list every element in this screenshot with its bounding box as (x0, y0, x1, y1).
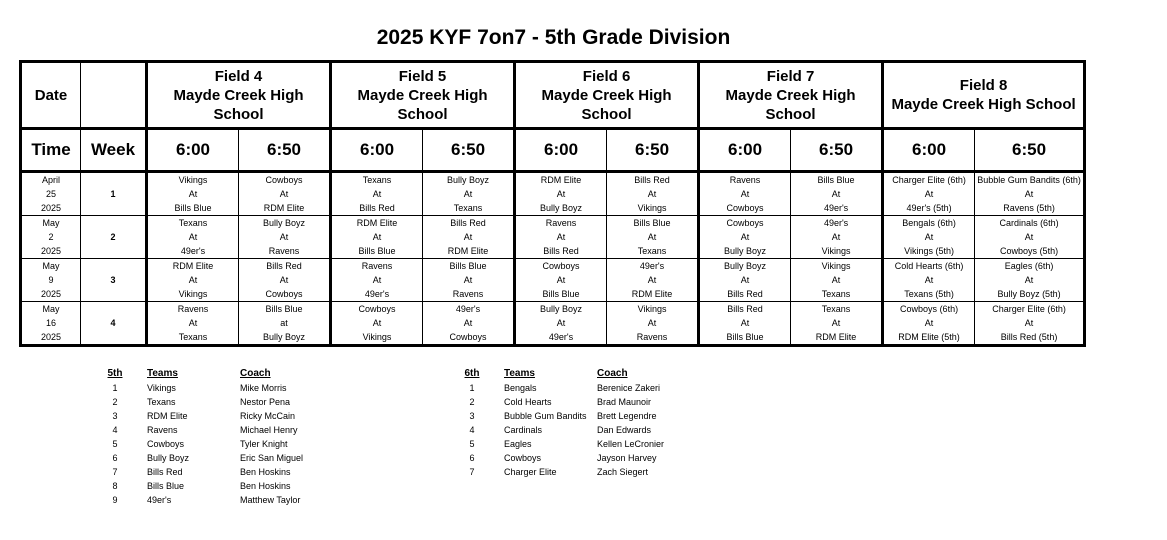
at-label: At (1024, 189, 1034, 199)
field-venue: Mayde Creek High (541, 86, 672, 104)
roster-column (597, 367, 717, 479)
away-team: Vikings (821, 261, 851, 271)
week-rows (21, 172, 1085, 346)
game-cell (147, 259, 239, 302)
empty-header-cell (81, 62, 147, 129)
roster-column (504, 367, 594, 479)
coach-name: Mike Morris (240, 383, 287, 393)
field-venue: School (581, 105, 632, 123)
team-number: 4 (469, 425, 475, 435)
game-cell (331, 172, 423, 216)
at-label: At (188, 318, 198, 328)
field-name: Field 8 (959, 77, 1008, 94)
date-cell (21, 259, 81, 302)
week-header: Week (81, 129, 147, 172)
schedule-table (19, 60, 1086, 347)
game-cell (423, 259, 515, 302)
at-label: At (372, 189, 382, 199)
roster-column (104, 367, 126, 507)
away-team: Bully Boyz (262, 218, 306, 228)
game-cell (699, 302, 791, 346)
away-team: Texans (362, 175, 392, 185)
roster-column (461, 367, 483, 479)
home-team: RDM Elite (447, 246, 489, 256)
game-cell (331, 216, 423, 259)
home-team: Bully Boyz (724, 246, 767, 256)
at-label: At (924, 189, 934, 199)
coach-name: Ben Hoskins (240, 467, 291, 477)
at-label: At (463, 275, 473, 285)
date-part: April (41, 175, 60, 185)
game-cell (423, 216, 515, 259)
team-name: Charger Elite (504, 467, 557, 477)
game-cell (239, 216, 331, 259)
at-label: At (647, 232, 657, 242)
field-venue: Mayde Creek High (725, 86, 856, 104)
roster-header: Coach (597, 368, 628, 379)
at-label: At (647, 189, 657, 199)
team-name: Cowboys (504, 453, 542, 463)
home-team: Cowboys (265, 289, 303, 299)
home-team: Vikings (637, 203, 667, 213)
time-slot: 6:50 (239, 129, 331, 172)
field-venue: Mayde Creek High School (891, 96, 1076, 113)
game-cell (515, 172, 607, 216)
away-team: Charger Elite (6th) (892, 175, 966, 185)
roster-header: 6th (464, 368, 480, 379)
home-team: Ravens (452, 289, 484, 299)
away-team: Bully Boyz (540, 304, 583, 314)
team-number: 3 (469, 411, 475, 421)
at-label: At (463, 189, 473, 199)
home-team: Cowboys (5th) (1000, 246, 1059, 256)
game-cell (975, 216, 1085, 259)
roster-column (147, 367, 237, 507)
field-name: Field 5 (398, 67, 447, 85)
time-slot: 6:00 (331, 129, 423, 172)
at-label: At (463, 318, 473, 328)
time-slot: 6:00 (515, 129, 607, 172)
at-label: At (740, 189, 750, 199)
week-row (21, 259, 1085, 302)
away-team: 49er's (455, 304, 481, 314)
coach-name: Michael Henry (240, 425, 298, 435)
game-cell (147, 216, 239, 259)
away-team: Bubble Gum Bandits (6th) (977, 175, 1081, 185)
field-venue: School (397, 105, 448, 123)
roster-header: Teams (504, 368, 535, 379)
team-name: Bills Red (147, 467, 183, 477)
at-label: At (740, 275, 750, 285)
team-number: 1 (469, 383, 475, 393)
away-team: Cowboys (265, 175, 303, 185)
date-part: May (42, 304, 60, 314)
away-team: Bills Blue (817, 175, 855, 185)
team-number: 6 (469, 453, 475, 463)
away-team: Bills Red (450, 218, 486, 228)
game-cell (883, 259, 975, 302)
date-part: 2025 (40, 289, 62, 299)
game-cell (699, 216, 791, 259)
at-label: At (556, 318, 566, 328)
away-team: Cowboys (542, 261, 580, 271)
week-number: 3 (81, 259, 147, 302)
game-cell (975, 259, 1085, 302)
coach-name: Jayson Harvey (597, 453, 657, 463)
home-team: Texans (637, 246, 667, 256)
home-team: RDM Elite (631, 289, 673, 299)
date-cell (21, 302, 81, 346)
home-team: Bills Red (359, 203, 395, 213)
game-cell (607, 172, 699, 216)
away-team: Vikings (637, 304, 667, 314)
team-name: Bubble Gum Bandits (504, 411, 587, 421)
away-team: Ravens (545, 218, 577, 228)
game-cell (791, 259, 883, 302)
game-cell (423, 172, 515, 216)
team-number: 6 (112, 453, 118, 463)
roster-6th-grade (461, 367, 721, 497)
coach-name: Ben Hoskins (240, 481, 291, 491)
team-name: RDM Elite (147, 411, 188, 421)
time-slot: 6:50 (791, 129, 883, 172)
time-slot: 6:50 (607, 129, 699, 172)
team-number: 9 (112, 495, 118, 505)
field-header-row (21, 62, 1085, 129)
at-label: At (556, 275, 566, 285)
at-label: At (279, 232, 289, 242)
home-team: Bills Red (727, 289, 763, 299)
team-number: 1 (112, 383, 118, 393)
away-team: Ravens (729, 175, 761, 185)
home-team: Bills Red (543, 246, 579, 256)
at-label: At (831, 275, 841, 285)
date-part: 2025 (40, 246, 62, 256)
coach-name: Ricky McCain (240, 411, 296, 421)
team-name: Cowboys (147, 439, 185, 449)
team-number: 7 (112, 467, 118, 477)
home-team: Vikings (821, 246, 851, 256)
team-name: Texans (147, 397, 176, 407)
game-cell (239, 172, 331, 216)
team-name: Bully Boyz (147, 453, 190, 463)
field-header (515, 62, 699, 129)
team-number: 5 (112, 439, 118, 449)
time-slot: 6:00 (699, 129, 791, 172)
team-number: 3 (112, 411, 118, 421)
home-team: Bully Boyz (262, 332, 306, 342)
team-name: Bills Blue (147, 481, 185, 491)
at-label: At (740, 318, 750, 328)
at-label: At (188, 232, 198, 242)
home-team: Texans (178, 332, 208, 342)
coach-name: Berenice Zakeri (597, 383, 661, 393)
game-cell (515, 259, 607, 302)
time-slot: 6:50 (975, 129, 1085, 172)
time-slot: 6:00 (883, 129, 975, 172)
home-team: Bills Blue (174, 203, 212, 213)
field-header (883, 62, 1085, 129)
week-row (21, 216, 1085, 259)
away-team: RDM Elite (356, 218, 398, 228)
away-team: Bully Boyz (447, 175, 490, 185)
home-team: Ravens (636, 332, 668, 342)
home-team: 49er's (180, 246, 206, 256)
home-team: RDM Elite (263, 203, 305, 213)
away-team: Ravens (177, 304, 209, 314)
coach-name: Dan Edwards (597, 425, 652, 435)
at-label: At (647, 275, 657, 285)
at-label: At (1024, 275, 1034, 285)
game-cell (883, 216, 975, 259)
away-team: RDM Elite (540, 175, 582, 185)
game-cell (515, 302, 607, 346)
field-name: Field 4 (214, 67, 263, 85)
at-label: At (372, 275, 382, 285)
away-team: Eagles (6th) (1004, 261, 1054, 271)
team-name: Eagles (504, 439, 532, 449)
date-header: Date (21, 62, 81, 129)
home-team: 49er's (5th) (906, 203, 952, 213)
home-team: Texans (5th) (904, 289, 954, 299)
away-team: RDM Elite (172, 261, 214, 271)
game-cell (975, 302, 1085, 346)
game-cell (423, 302, 515, 346)
at-label: At (279, 189, 289, 199)
away-team: Bills Red (634, 175, 670, 185)
home-team: Ravens (5th) (1003, 203, 1055, 213)
week-number: 2 (81, 216, 147, 259)
coach-name: Brett Legendre (597, 411, 657, 421)
home-team: Cowboys (449, 332, 487, 342)
roster-column (240, 367, 360, 507)
date-part: 25 (45, 189, 56, 199)
game-cell (791, 302, 883, 346)
home-team: Cowboys (726, 203, 764, 213)
game-cell (791, 216, 883, 259)
game-cell (607, 259, 699, 302)
away-team: Bills Red (727, 304, 763, 314)
team-name: Cold Hearts (504, 397, 552, 407)
team-name: 49er's (147, 495, 172, 505)
home-team: 49er's (548, 332, 574, 342)
home-team: 49er's (364, 289, 390, 299)
away-team: Cowboys (358, 304, 396, 314)
at-label: At (188, 189, 198, 199)
away-team: Cardinals (6th) (999, 218, 1059, 228)
home-team: Texans (821, 289, 851, 299)
roster-header: Coach (240, 368, 271, 379)
game-cell (239, 259, 331, 302)
time-slot: 6:50 (423, 129, 515, 172)
at-label: At (740, 232, 750, 242)
home-team: Vikings (362, 332, 392, 342)
game-cell (331, 259, 423, 302)
at-label: At (1024, 318, 1034, 328)
game-cell (331, 302, 423, 346)
home-team: RDM Elite (5th) (898, 332, 960, 342)
game-cell (699, 259, 791, 302)
roster-header: 5th (107, 368, 123, 379)
date-part: May (42, 218, 60, 228)
coach-name: Eric San Miguel (240, 453, 304, 463)
field-venue: School (213, 105, 264, 123)
field-name: Field 7 (766, 67, 815, 85)
away-team: Texans (821, 304, 851, 314)
week-row (21, 302, 1085, 346)
away-team: Cowboys (726, 218, 764, 228)
field-header (331, 62, 515, 129)
game-cell (699, 172, 791, 216)
game-cell (147, 172, 239, 216)
coach-name: Nestor Pena (240, 397, 291, 407)
team-name: Ravens (147, 425, 178, 435)
at-label: At (924, 232, 934, 242)
at-label: At (372, 232, 382, 242)
time-header: Time (21, 129, 81, 172)
home-team: Bully Boyz (5th) (997, 289, 1061, 299)
date-cell (21, 216, 81, 259)
date-part: 2025 (40, 203, 62, 213)
page-title: 2025 KYF 7on7 - 5th Grade Division (376, 26, 731, 49)
away-team: Cowboys (6th) (900, 304, 959, 314)
at-label: At (188, 275, 198, 285)
home-team: Ravens (268, 246, 300, 256)
home-team: 49er's (823, 203, 849, 213)
away-team: Charger Elite (6th) (992, 304, 1066, 314)
coach-name: Matthew Taylor (240, 495, 301, 505)
at-label: At (831, 232, 841, 242)
game-cell (883, 302, 975, 346)
home-team: Vikings (5th) (904, 246, 954, 256)
team-number: 2 (112, 397, 118, 407)
week-row (21, 172, 1085, 216)
at-label: At (831, 318, 841, 328)
game-cell (607, 302, 699, 346)
home-team: Texans (453, 203, 483, 213)
date-part: May (42, 261, 60, 271)
home-team: Bills Blue (358, 246, 396, 256)
away-team: Cold Hearts (6th) (894, 261, 964, 271)
time-slot: 6:00 (147, 129, 239, 172)
at-label: at (280, 318, 288, 328)
field-venue: Mayde Creek High (357, 86, 488, 104)
at-label: At (924, 275, 934, 285)
coach-name: Zach Siegert (597, 467, 649, 477)
at-label: At (556, 189, 566, 199)
date-part: 9 (48, 275, 54, 285)
team-number: 5 (469, 439, 475, 449)
home-team: RDM Elite (815, 332, 857, 342)
away-team: Bengals (6th) (902, 218, 956, 228)
game-cell (883, 172, 975, 216)
game-cell (791, 172, 883, 216)
team-name: Vikings (147, 383, 176, 393)
date-part: 16 (45, 318, 56, 328)
date-cell (21, 172, 81, 216)
team-name: Bengals (504, 383, 537, 393)
week-number: 4 (81, 302, 147, 346)
away-team: 49er's (639, 261, 665, 271)
away-team: 49er's (823, 218, 849, 228)
coach-name: Tyler Knight (240, 439, 288, 449)
date-part: 2025 (40, 332, 62, 342)
at-label: At (924, 318, 934, 328)
at-label: At (647, 318, 657, 328)
field-name: Field 6 (582, 67, 631, 85)
at-label: At (279, 275, 289, 285)
home-team: Bills Blue (542, 289, 580, 299)
team-name: Cardinals (504, 425, 543, 435)
away-team: Vikings (178, 175, 208, 185)
away-team: Bills Blue (633, 218, 671, 228)
home-team: Bills Blue (726, 332, 764, 342)
home-team: Vikings (178, 289, 208, 299)
field-header (147, 62, 331, 129)
at-label: At (556, 232, 566, 242)
coach-name: Brad Maunoir (597, 397, 652, 407)
at-label: At (831, 189, 841, 199)
at-label: At (463, 232, 473, 242)
coach-name: Kellen LeCronier (597, 439, 665, 449)
field-venue: School (765, 105, 816, 123)
game-cell (975, 172, 1085, 216)
team-number: 7 (469, 467, 475, 477)
team-number: 2 (469, 397, 475, 407)
date-part: 2 (48, 232, 54, 242)
field-venue: Mayde Creek High (173, 86, 304, 104)
home-team: Bully Boyz (540, 203, 583, 213)
away-team: Ravens (361, 261, 393, 271)
game-cell (607, 216, 699, 259)
game-cell (147, 302, 239, 346)
home-team: Bills Red (5th) (1000, 332, 1058, 342)
away-team: Texans (178, 218, 208, 228)
time-header-row (21, 129, 1085, 172)
team-number: 4 (112, 425, 118, 435)
away-team: Bills Blue (265, 304, 303, 314)
away-team: Bills Blue (449, 261, 487, 271)
at-label: At (1024, 232, 1034, 242)
roster-header: Teams (147, 368, 178, 379)
game-cell (239, 302, 331, 346)
game-cell (515, 216, 607, 259)
team-number: 8 (112, 481, 118, 491)
roster-5th-grade (104, 367, 364, 517)
at-label: At (372, 318, 382, 328)
week-number: 1 (81, 172, 147, 216)
away-team: Bills Red (266, 261, 302, 271)
away-team: Bully Boyz (724, 261, 767, 271)
field-header (699, 62, 883, 129)
